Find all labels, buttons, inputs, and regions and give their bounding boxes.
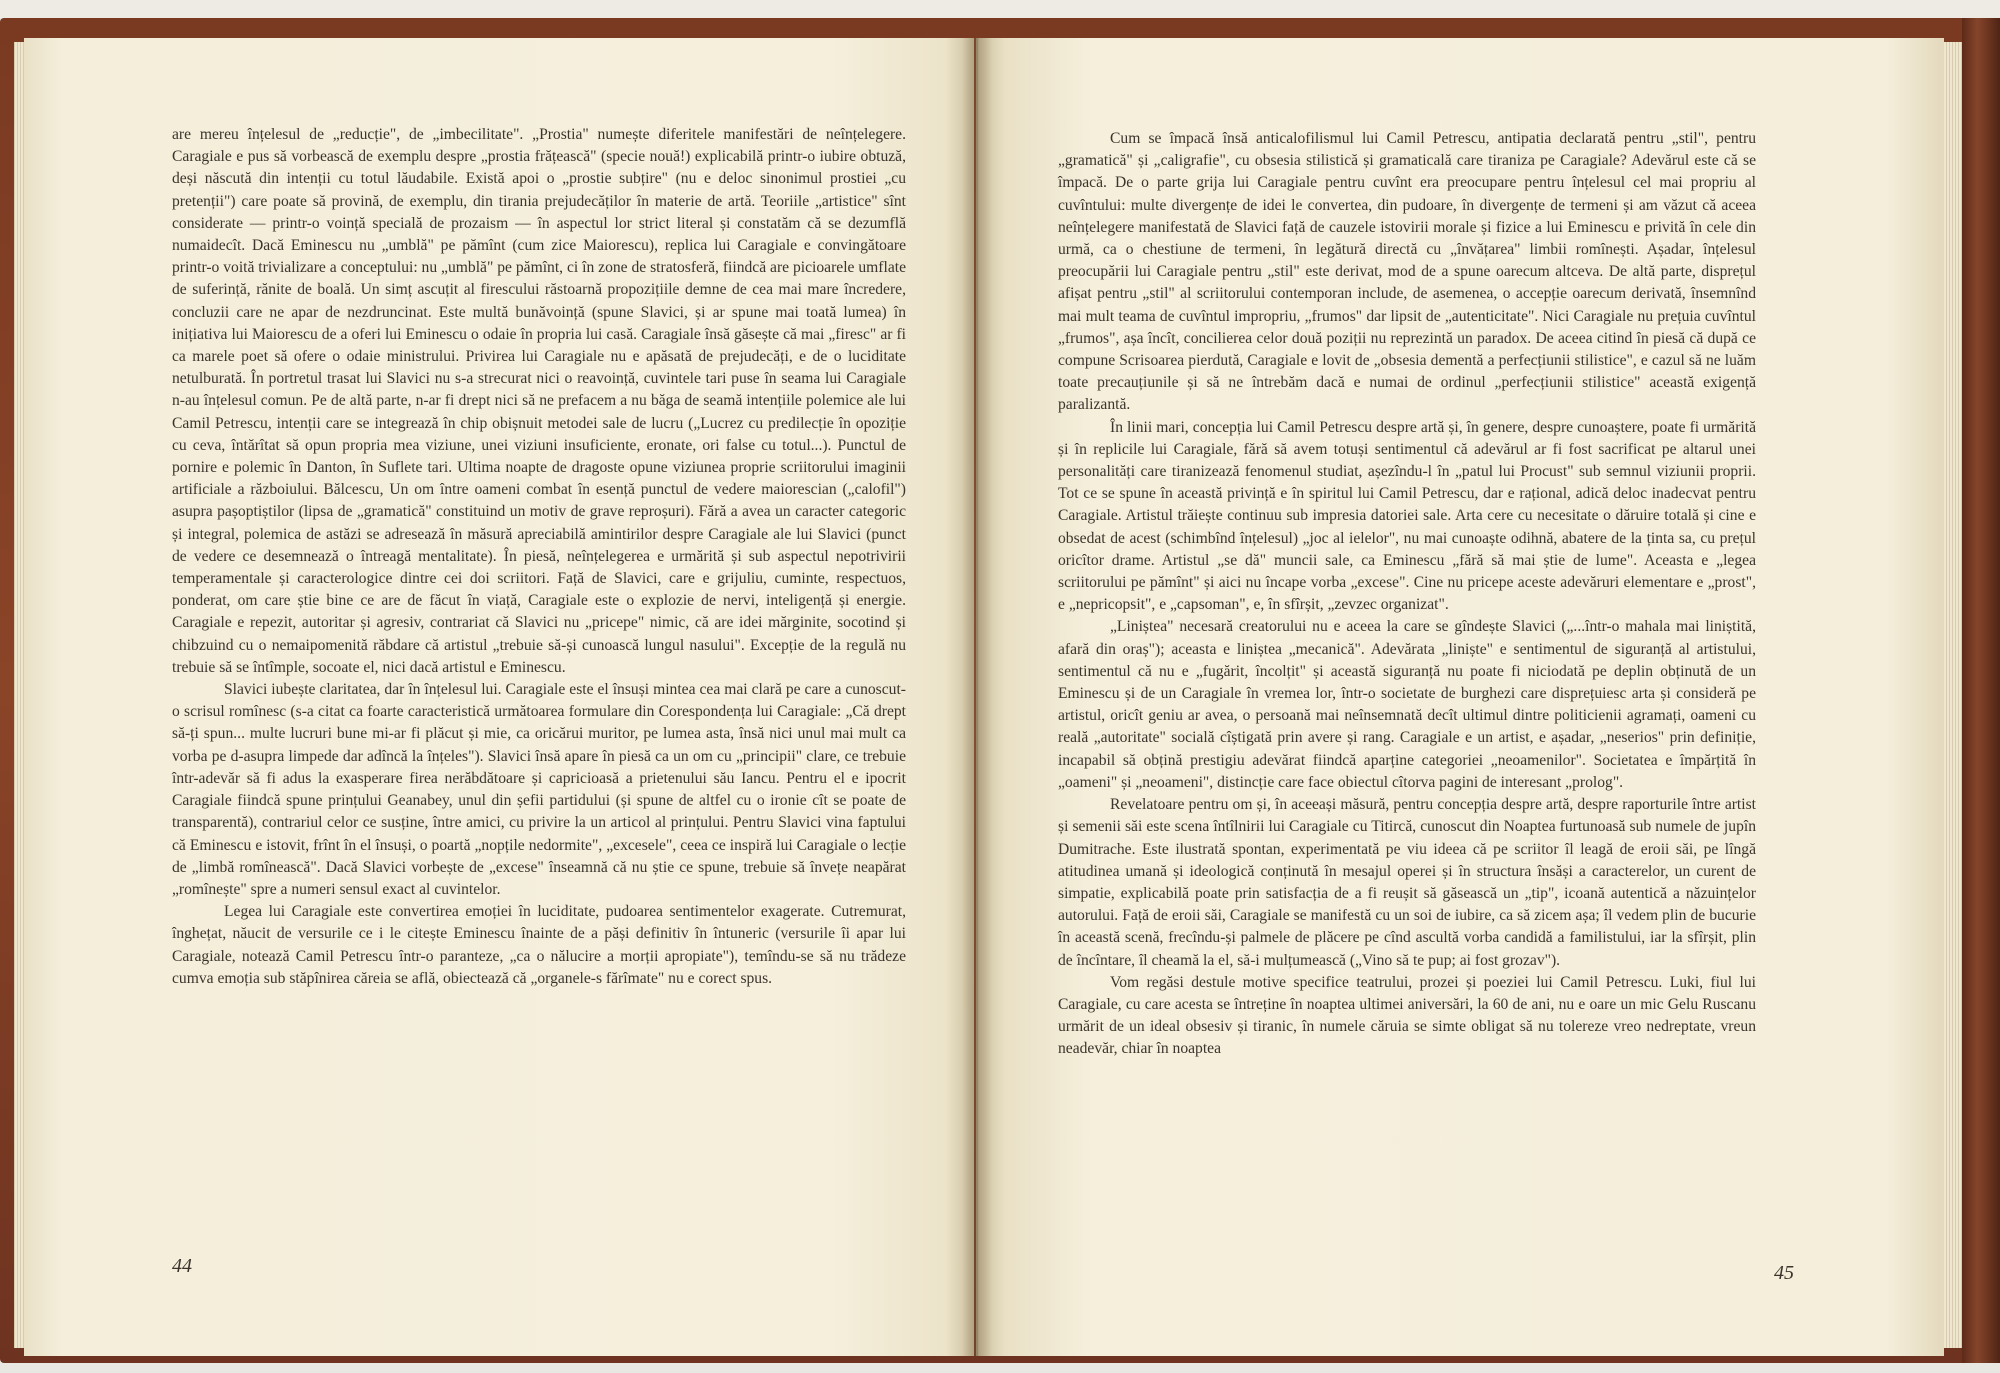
paragraph: În linii mari, concepția lui Camil Petrescu despre artă și, în genere, despre cunoaștere, poate fi urmărită și în replicile lui Caragiale, fără să avem totuși sentimentul că adevărul ar fi fost sacrificat pe altarul unei personalități care tiranizează fenomenul studiat, așezîndu-l în „patul lui Procust" sub semnul viziunii proprii. Tot ce se spune în această privință e în spiritul lui Camil Petrescu, dar e rațional, adică deloc inadecvat pentru Caragiale. Artistul trăiește continuu sub impresia datoriei sale. Arta cere cu necesitate o dăruire totală și cine e obsedat de acest (schimbînd înțelesul) „joc al ielelor", nu mai cunoaște odihnă, abatere de la ținta sa, cu prețul oricîtor drame. Artistul „se dă" muncii sale, ca Eminescu „fără să mai știe de lume". Aceasta e „legea scriitorului pe pămînt" și aici nu încape vorba „excese". Cine nu pricepe aceste adevăruri elementare e „prost", e „nepricopsit", e „capsoman", e, în sfîrșit, „zevzec organizat".: [1058, 418, 1756, 614]
paragraph: are mereu înțelesul de „reducție", de „imbecilitate". „Prostia" numește diferitele manifestări de neînțelegere. Caragiale e pus să vorbească de exemplu despre „prostia frățească" (specie nouă!) explicabilă printr-o iubire obtuză, deși născută din intenții cu totul lăudabile. Există apoi o „prostie subțire" (nu e deloc sinonimul prostiei „cu pretenții") care poate să provină, de exemplu, din tirania prejudecăților în materie de artă. Teoriile „artistice" sînt considerate — printr-o voință specială de prozaism — în aspectul lor strict literal și constatăm că se dezumflă numaidecît. Dacă Eminescu nu „umblă" pe pămînt (cum zice Maiorescu), replica lui Caragiale e convingătoare printr-o voită trivializare a conceptului: nu „umblă" pe pămînt, ci în zone de stratosferă, fiindcă are picioarele umflate de suferință, rănite de boală. Un simț ascuțit al firescului răstoarnă propozițiile demne de cea mai mare încredere, concluzii care ne apar de nezdruncinat. Este multă bunăvoință (spune Slavici, și ar spune mai toată lumea) în inițiativa lui Maiorescu de a oferi lui Eminescu o odaie în propria lui casă. Caragiale însă găsește că mai „firesc" ar fi ca marele poet să ofere o odaie ministrului. Privirea lui Caragiale nu e apăsată de prejudecăți, e de o luciditate netulburată. În portretul trasat lui Slavici nu s-a strecurat nici o reavoință, cuvintele tari puse în seama lui Caragiale n-au înțelesul comun. Pe de altă parte, n-ar fi drept nici să ne prefacem a nu băga de seamă intențiile polemice ale lui Camil Petrescu, intenții care se integrează în chip obișnuit metodei sale de lucru („Lucrez cu predilecție în opoziție cu ceva, întărîtat să opun propria mea viziune, unei viziuni insuficiente, eronate, ori false cu totul...). Punctul de pornire e polemic în Danton, în Suflete tari. Ultima noapte de dragoste opune viziunea proprie scriitorului imaginii artificiale a războiului. Bălcescu, Un om între oameni combat în esență punctul de vedere maiorescian („calofil") asupra pașoptiștilor (lipsa de „gramatică" constituind un motiv de grave reproșuri). Fără a avea un caracter categoric și integral, polemica de astăzi se adresează în măsură apreciabilă amintirilor despre Caragiale ale lui Slavici (punct de vedere ce desemnează o întreagă mentalitate). În piesă, neînțelegerea e urmărită și sub aspectul nepotrivirii temperamentale și caracterologice dintre cei doi scriitori. Față de Slavici, care e grijuliu, cuminte, respectuos, ponderat, om care știe bine ce are de făcut în viață, Caragiale este o explozie de nervi, inteligență și energie. Caragiale e repezit, autoritar și agresiv, contrariat că Slavici nu „pricepe" nimic, că are idei mărginite, socotind și chibzuind cu o nemaipomenită răbdare că artistul „trebuie să-și cunoască lungul nasului". Excepție de la regulă nu trebuie să se întîmple, socoate el, nici dacă artistul e Eminescu.: [172, 126, 906, 676]
right-page-stack: [1944, 42, 1962, 1348]
cover-edge: [1962, 18, 2000, 1363]
page-number-left: 44: [172, 1255, 192, 1277]
paragraph: Cum se împacă însă anticalofilismul lui Camil Petrescu, antipatia declarată pentru „stil", pentru „gramatică" și „caligrafie", cu obsesia stilistică și gramaticală care tiraniza pe Caragiale? Adevărul este că se împacă. De o parte grija lui Caragiale pentru cuvînt era preocupare pentru înțelesul cel mai propriu al cuvîntului: multe divergențe de idei le convertea, din pudoare, în divergențe de termeni și am văzut că aceea neînțelegere manifestată de Slavici față de cauzele istovirii morale și fizice a lui Eminescu e privită în cele din urmă, ca o chestiune de termeni, în legătură directă cu „învățarea" limbii romînești. Așadar, înțelesul preocupării lui Caragiale pentru „stil" este derivat, mod de a spune oarecum altceva. De altă parte, disprețul afișat pentru „stil" al scriitorului contemporan include, de asemenea, o accepție oarecum derivată, însemnînd mai mult teama de cuvîntul impropriu, „frumos" dar lipsit de „autenticitate". Nici Caragiale nu prețuia cuvîntul „frumos", așa încît, concilierea celor două poziții nu reprezintă un paradox. De aceea citind în piesă că după ce compune Scrisoarea pierdută, Caragiale e lovit de „obsesia dementă a perfecțiunii stilistice", e cazul să ne luăm toate precauțiunile și să ne întrebăm dacă e numai de ordinul „perfecțiunii stilistice" această exigență paralizantă.: [1058, 130, 1756, 414]
paragraph: Revelatoare pentru om și, în aceeași măsură, pentru concepția despre artă, despre raporturile între artist și semenii săi este scena întîlnirii lui Caragiale cu Titircă, cunoscut din Noaptea furtunoasă sub numele de jupîn Dumitrache. Este ilustrată spontan, experimentată pe viu ideea că pe scriitor îl leagă de eroii săi, pe lîngă atitudinea umană și ideologică conținută în mesajul operei și în structura însăși a caracterelor, un curent de simpatie, explicabilă poate prin satisfacția de a fi reușit să găsească un „tip", icoană autentică a năzuințelor autorului. Față de eroii săi, Caragiale se manifestă cu un soi de iubire, ca să zicem așa; îl vedem plin de bucurie în această scenă, frecîndu-și palmele de plăcere pe cînd ascultă vorba candidă a familistului, iar la sfîrșit, plin de încîntare, îl cheamă la el, să-i mulțumească („Vino să te pup; ai fost grozav").: [1058, 796, 1756, 969]
page-number-right: 45: [1774, 1262, 1794, 1284]
paragraph: „Liniștea" necesară creatorului nu e aceea la care se gîndește Slavici („...într-o mahala mai liniștită, afară din oraș"); aceasta e liniștea „mecanică". Adevărata „liniște" e sentimentul de siguranță al artistului, sentimentul că nu e „fugărit, încolțit" și această siguranță nu poate fi niciodată pe deplin obținută de un Eminescu și de un Caragiale în vremea lor, într-o societate de burghezi care disprețuiesc arta și consideră pe artistul, oricît geniu ar avea, o persoană mai neînsemnată decît ultimul dintre politicienii agramați, oameni cu reală „autoritate" socială cîștigată prin avere și rang. Caragiale e un artist, e așadar, „neserios" prin definiție, incapabil să obțină prestigiu adevărat fiindcă aparține categoriei „neoamenilor". Societatea e împărțită în „oameni" și „neoameni", distincție care face obiectul cîtorva pagini de interesant „prolog".: [1058, 618, 1756, 791]
left-page-text: [172, 124, 906, 990]
book-gutter: [962, 38, 992, 1356]
paragraph: Slavici iubește claritatea, dar în înțelesul lui. Caragiale este el însuși mintea cea mai clară pe care a cunoscut-o scrisul romînesc (s-a citat ca foarte caracteristică următoarea formulare din Corespondența lui Caragiale: „Că drept să-ți spun... multe lucruri bune mi-ar fi plăcut și mie, ca oricărui muritor, pe lumea asta, însă nici unul mai mult ca vorba pe d-asupra limpede dar adîncă la înțeles"). Slavici însă apare în piesă ca un om cu „principii" clare, ce trebuie într-adevăr să fi adus la exasperare firea nerăbdătoare și capricioasă a prietenului său Iancu. Pentru el e ipocrit Caragiale fiindcă spune prințului Geanabey, unul din șefii partidului (și spune de altfel cu o ironie cît se poate de transparentă), contrariul celor ce susține, între amici, cu privire la un articol al prințului. Pentru Slavici vina faptului că Eminescu e istovit, frînt în el însuși, o poartă „nopțile nedormite", „excesele", ceea ce inspiră lui Caragiale o lecție de „limbă romînească". Dacă Slavici vorbește de „excese" înseamnă că nu știe ce spune, trebuie să învețe neapărat „romînește" spre a numeri sensul exact al cuvintelor.: [172, 681, 906, 898]
paragraph: Vom regăsi destule motive specifice teatrului, prozei și poeziei lui Camil Petrescu. Luki, fiul lui Caragiale, cu care acesta se întreține în noaptea ultimei aniversări, la 60 de ani, nu e oare un mic Gelu Ruscanu urmărit de un ideal obsesiv și tiranic, în numele căruia se simte obligat să nu tolereze vreo nedreptate, vreun neadevăr, chiar în noaptea: [1058, 973, 1756, 1058]
paragraph: Legea lui Caragiale este convertirea emoției în luciditate, pudoarea sentimentelor exagerate. Cutremurat, înghețat, năucit de versurile ce i le citește Eminescu înainte de a păși definitiv în întuneric (versurile îi apar lui Caragiale, notează Camil Petrescu într-o paranteze, „ca o nălucire a morții apropiate"), temîndu-se să nu trădeze cumva emoția sub stăpînirea căreia se află, obiectează că „organele-s fărîmate" nu e corect spus.: [172, 903, 906, 987]
background-strip: [0, 0, 2000, 18]
right-page-text: [1058, 128, 1756, 1061]
